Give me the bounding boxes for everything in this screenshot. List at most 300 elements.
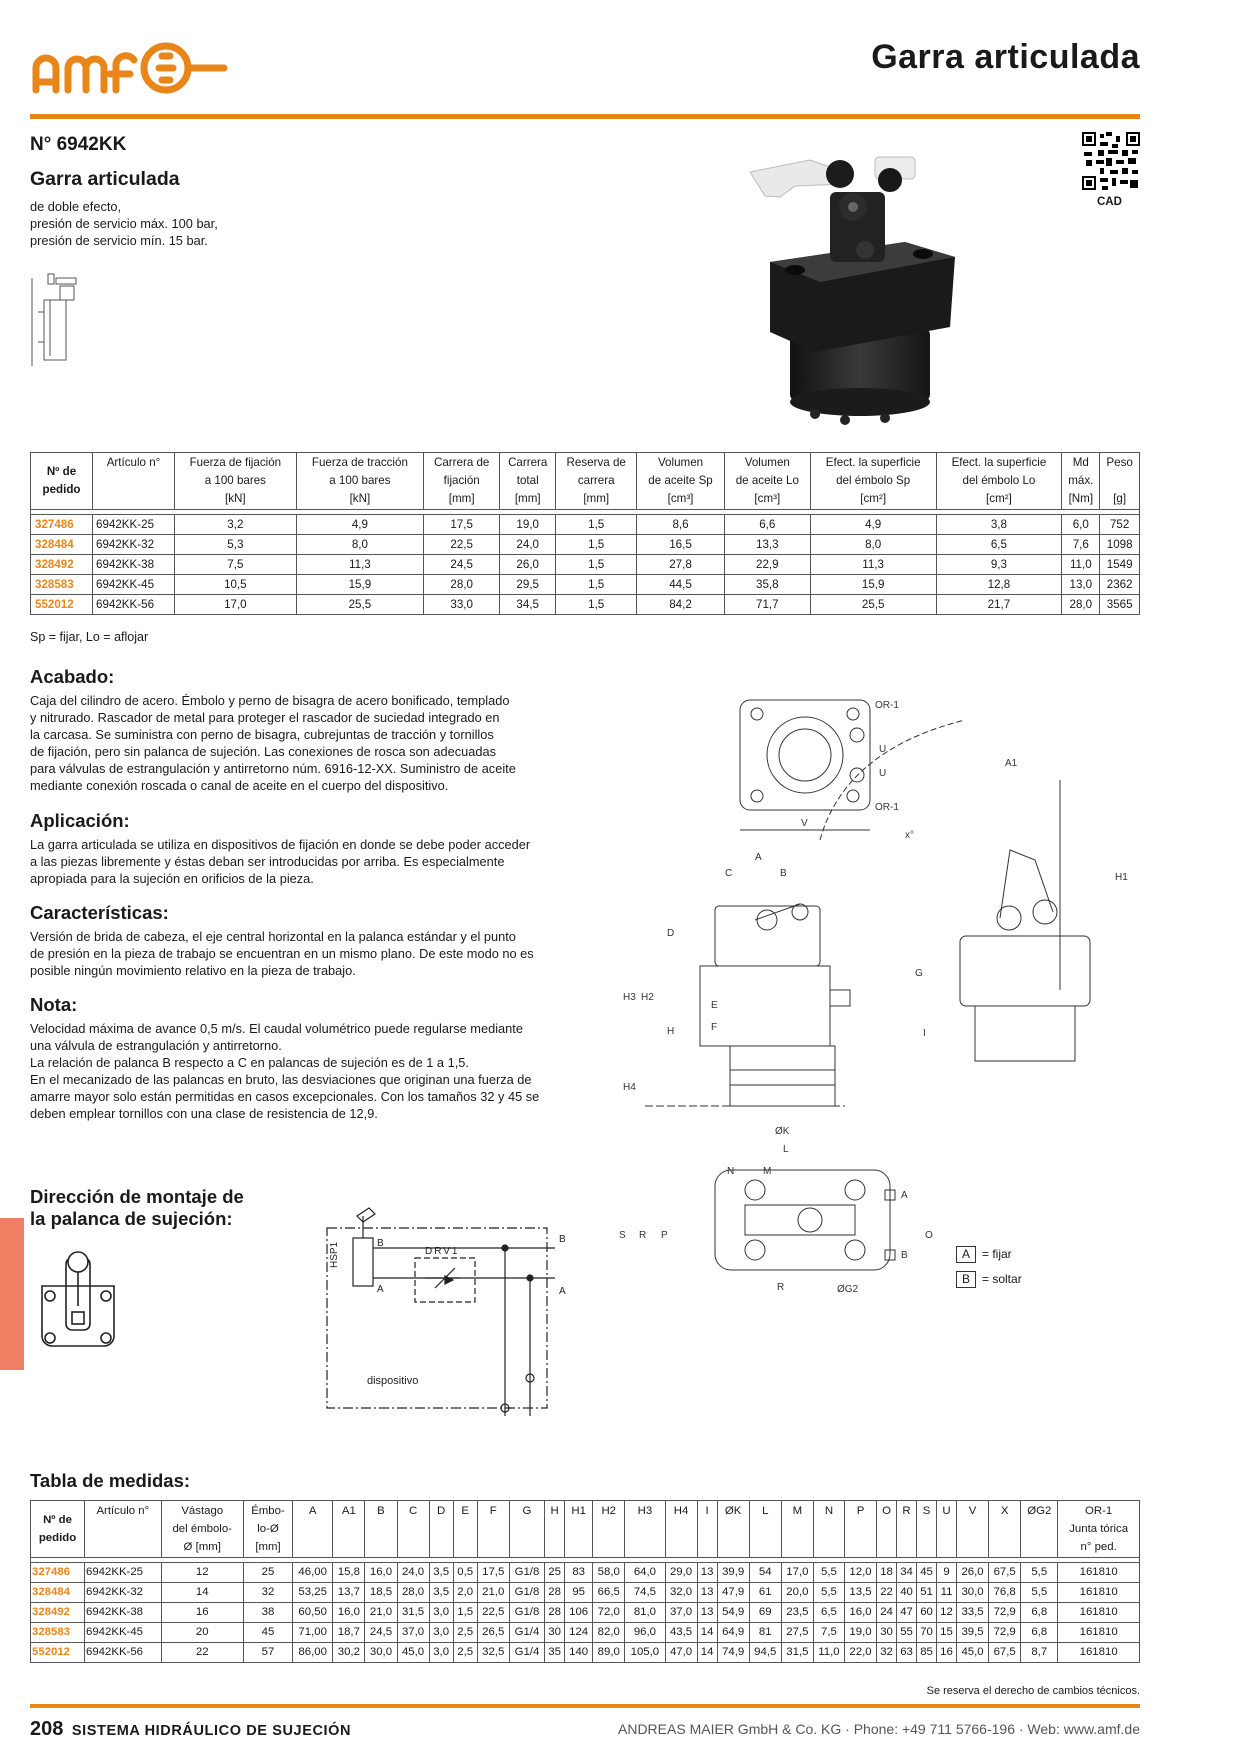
col-header: H3 xyxy=(625,1501,665,1558)
table-cell: 30,0 xyxy=(365,1643,397,1663)
table-cell: 6,5 xyxy=(936,535,1062,555)
col-header: Artículo n° xyxy=(93,453,175,510)
table-cell: 6,8 xyxy=(1021,1623,1058,1643)
table-cell: 14 xyxy=(697,1643,717,1663)
table-cell: 32,0 xyxy=(665,1583,697,1603)
table-cell: 13 xyxy=(697,1603,717,1623)
table-cell: 22,5 xyxy=(477,1603,509,1623)
table-cell: 76,8 xyxy=(989,1583,1021,1603)
table-cell: 34 xyxy=(897,1563,917,1583)
table-cell: 30 xyxy=(545,1623,565,1643)
table-cell: 105,0 xyxy=(625,1643,665,1663)
table-cell: 9 xyxy=(937,1563,957,1583)
table-cell: 16,0 xyxy=(365,1563,397,1583)
order-number[interactable]: 552012 xyxy=(31,595,93,615)
table-cell: 57 xyxy=(243,1643,292,1663)
table-cell: 67,5 xyxy=(989,1563,1021,1583)
article-number: 6942KK-32 xyxy=(85,1583,162,1603)
table-cell: 1,5 xyxy=(453,1603,477,1623)
table-cell: 161810 xyxy=(1058,1563,1140,1583)
table-cell: 7,6 xyxy=(1062,535,1100,555)
table-cell: 11,0 xyxy=(1062,555,1100,575)
table-cell: 60,50 xyxy=(293,1603,333,1623)
table-cell: 38 xyxy=(243,1603,292,1623)
table-cell: 28,0 xyxy=(424,575,500,595)
product-description xyxy=(30,198,218,249)
table-cell: 85 xyxy=(917,1643,937,1663)
qr-code-icon[interactable] xyxy=(1082,132,1140,190)
dim-label: C xyxy=(725,868,733,879)
description-line: de doble efecto, xyxy=(30,199,122,214)
spec-footnote: Sp = fijar, Lo = aflojar xyxy=(30,630,149,644)
table-cell: 21,0 xyxy=(477,1583,509,1603)
table-cell: 39,5 xyxy=(957,1623,989,1643)
table-cell: G1/4 xyxy=(509,1623,544,1643)
table-cell: 21,7 xyxy=(936,595,1062,615)
table-cell: G1/8 xyxy=(509,1563,544,1583)
dim-label: S xyxy=(619,1230,626,1241)
table-cell: 40 xyxy=(897,1583,917,1603)
table-cell: 32,5 xyxy=(477,1643,509,1663)
dim-label: V xyxy=(801,818,808,829)
spec-table-row xyxy=(31,515,1140,535)
table-cell: 72,0 xyxy=(593,1603,625,1623)
table-cell: 28 xyxy=(545,1603,565,1623)
footer-rule xyxy=(30,1704,1140,1708)
table-cell: 26,0 xyxy=(500,555,556,575)
table-cell: G1/8 xyxy=(509,1583,544,1603)
order-number[interactable]: 328484 xyxy=(31,1583,85,1603)
col-header: Vástago del émbolo- Ø [mm] xyxy=(161,1501,243,1558)
table-cell: 1549 xyxy=(1100,555,1140,575)
table-cell: 33,0 xyxy=(424,595,500,615)
col-header: M xyxy=(781,1501,813,1558)
table-cell: 94,5 xyxy=(749,1643,781,1663)
col-header: A1 xyxy=(333,1501,365,1558)
dim-label: OR-1 xyxy=(875,802,899,813)
col-header: F xyxy=(477,1501,509,1558)
dim-label: x° xyxy=(905,830,914,841)
col-header: Artículo n° xyxy=(85,1501,162,1558)
port-b-left: B xyxy=(377,1238,384,1249)
table-cell: 81 xyxy=(749,1623,781,1643)
order-number[interactable]: 328583 xyxy=(31,1623,85,1643)
order-number[interactable]: 328484 xyxy=(31,535,93,555)
table-cell: 45 xyxy=(243,1623,292,1643)
order-number[interactable]: 328492 xyxy=(31,555,93,575)
table-cell: 55 xyxy=(897,1623,917,1643)
table-cell: 9,3 xyxy=(936,555,1062,575)
table-cell: 64,0 xyxy=(625,1563,665,1583)
table-cell: 74,5 xyxy=(625,1583,665,1603)
table-cell: 752 xyxy=(1100,515,1140,535)
table-cell: 20,0 xyxy=(781,1583,813,1603)
table-cell: 69 xyxy=(749,1603,781,1623)
table-cell: 4,9 xyxy=(810,515,936,535)
section-text-nota: Velocidad máxima de avance 0,5 m/s. El caudal volumétrico puede regularse mediante una válvula de estrangulación y antirretorno. La relación de palanca B respecto a C en palancas de sujeción es de 1 a 1,5. En el mecanizado de las palancas en bruto, las desviaciones que originan una fuerza de amarre mayor solo están permitidas en casos excepcionales. Con los tamaños 32 y 45 se deben emplear tornillos con una clase de resistencia de 12,9. xyxy=(30,1021,540,1121)
table-cell: 16 xyxy=(161,1603,243,1623)
dim-label: OR-1 xyxy=(875,700,899,711)
table-cell: 26,5 xyxy=(477,1623,509,1643)
table-cell: 22,0 xyxy=(844,1643,876,1663)
table-cell: 18,7 xyxy=(333,1623,365,1643)
table-cell: 43,5 xyxy=(665,1623,697,1643)
table-cell: 28 xyxy=(545,1583,565,1603)
table-cell: 30 xyxy=(877,1623,897,1643)
table-cell: 46,00 xyxy=(293,1563,333,1583)
col-header: Nº de pedido xyxy=(31,453,93,510)
table-cell: 8,0 xyxy=(810,535,936,555)
col-header: R xyxy=(897,1501,917,1558)
table-cell: 3,0 xyxy=(429,1643,453,1663)
table-cell: 32 xyxy=(243,1583,292,1603)
article-number: 6942KK-38 xyxy=(93,555,175,575)
table-cell: 31,5 xyxy=(781,1643,813,1663)
col-header: OR-1 Junta tórica n° ped. xyxy=(1058,1501,1140,1558)
product-name: Garra articulada xyxy=(30,168,180,190)
table-cell: 35,8 xyxy=(724,575,810,595)
dim-label: E xyxy=(711,1000,718,1011)
section-text-acabado: Caja del cilindro de acero. Émbolo y perno de bisagra de acero bonificado, templado y nitrurado. Rascador de metal para proteger el rascador de suciedad integrado en la carcasa. Se suministra con perno de bisagra, cubrejuntas de tracción y tornillos de fijación, pero sin palanca de sujeción. Las conexiones de rosca son adecuadas para válvulas de estrangulación y antirretorno núm. 6916-12-XX. Suministro de aceite mediante conexión roscada o canal de aceite en el cuerpo del dispositivo. xyxy=(30,693,516,793)
col-header: H xyxy=(545,1501,565,1558)
dim-table-header xyxy=(31,1501,1140,1558)
table-cell: 3,8 xyxy=(936,515,1062,535)
table-cell: 12 xyxy=(937,1603,957,1623)
table-cell: 64,9 xyxy=(717,1623,749,1643)
table-cell: 2362 xyxy=(1100,575,1140,595)
table-cell: 72,9 xyxy=(989,1623,1021,1643)
table-cell: 106 xyxy=(565,1603,593,1623)
dim-table-row xyxy=(31,1623,1140,1643)
col-header: Émbo- lo-Ø [mm] xyxy=(243,1501,292,1558)
order-number[interactable]: 328583 xyxy=(31,575,93,595)
table-cell: 28,0 xyxy=(1062,595,1100,615)
table-cell: 11,0 xyxy=(813,1643,844,1663)
col-header: Peso [g] xyxy=(1100,453,1140,510)
dim-table-row xyxy=(31,1643,1140,1663)
col-header: Md máx. [Nm] xyxy=(1062,453,1100,510)
dim-table xyxy=(30,1500,1140,1663)
col-header: I xyxy=(697,1501,717,1558)
table-cell: 47,0 xyxy=(665,1643,697,1663)
spec-table-row xyxy=(31,575,1140,595)
table-cell: 5,5 xyxy=(813,1563,844,1583)
col-header: Fuerza de fijación a 100 bares [kN] xyxy=(175,453,297,510)
table-cell: 10,5 xyxy=(175,575,297,595)
port-b-right: B xyxy=(559,1234,566,1245)
table-cell: G1/4 xyxy=(509,1643,544,1663)
dim-label: M xyxy=(763,1166,772,1177)
table-cell: 24,0 xyxy=(397,1563,429,1583)
table-cell: 47,9 xyxy=(717,1583,749,1603)
dim-label: ØK xyxy=(775,1126,790,1137)
col-header: Carrera total [mm] xyxy=(500,453,556,510)
table-cell: 19,0 xyxy=(500,515,556,535)
table-cell: 33,5 xyxy=(957,1603,989,1623)
table-cell: 54 xyxy=(749,1563,781,1583)
order-number[interactable]: 552012 xyxy=(31,1643,85,1663)
table-cell: 30,2 xyxy=(333,1643,365,1663)
page-title: Garra articulada xyxy=(871,38,1140,76)
table-cell: G1/8 xyxy=(509,1603,544,1623)
col-header: H2 xyxy=(593,1501,625,1558)
table-cell: 74,9 xyxy=(717,1643,749,1663)
article-number: 6942KK-25 xyxy=(85,1563,162,1583)
table-cell: 2,0 xyxy=(453,1583,477,1603)
table-cell: 15 xyxy=(937,1623,957,1643)
table-cell: 15,9 xyxy=(810,575,936,595)
table-cell: 26,0 xyxy=(957,1563,989,1583)
col-header: N xyxy=(813,1501,844,1558)
table-cell: 35 xyxy=(545,1643,565,1663)
spec-table xyxy=(30,452,1140,615)
dim-label: H xyxy=(667,1026,675,1037)
col-header: Volumen de aceite Sp [cm³] xyxy=(637,453,725,510)
table-cell: 27,5 xyxy=(781,1623,813,1643)
table-cell: 11,3 xyxy=(810,555,936,575)
table-cell: 96,0 xyxy=(625,1623,665,1643)
dim-label: B xyxy=(780,868,787,879)
table-cell: 1,5 xyxy=(556,595,637,615)
col-header: B xyxy=(365,1501,397,1558)
col-header: G xyxy=(509,1501,544,1558)
table-cell: 54,9 xyxy=(717,1603,749,1623)
table-cell: 7,5 xyxy=(175,555,297,575)
col-header: A xyxy=(293,1501,333,1558)
table-cell: 25 xyxy=(243,1563,292,1583)
article-number: 6942KK-45 xyxy=(85,1623,162,1643)
table-cell: 2,5 xyxy=(453,1643,477,1663)
dim-label: R xyxy=(639,1230,647,1241)
cad-label: CAD xyxy=(1097,196,1122,208)
table-cell: 53,25 xyxy=(293,1583,333,1603)
table-cell: 86,00 xyxy=(293,1643,333,1663)
table-cell: 15,8 xyxy=(333,1563,365,1583)
table-cell: 18 xyxy=(877,1563,897,1583)
description-line: presión de servicio máx. 100 bar, xyxy=(30,216,218,231)
table-cell: 13,3 xyxy=(724,535,810,555)
table-cell: 11,3 xyxy=(296,555,423,575)
table-cell: 25,5 xyxy=(296,595,423,615)
table-cell: 161810 xyxy=(1058,1643,1140,1663)
hsp-label: HSP1 xyxy=(329,1241,340,1268)
section-title-caracteristicas: Características: xyxy=(30,902,169,923)
spec-table-row xyxy=(31,555,1140,575)
table-cell: 161810 xyxy=(1058,1623,1140,1643)
dim-label: G xyxy=(915,968,923,979)
table-cell: 23,5 xyxy=(781,1603,813,1623)
col-header: Efect. la superficie del émbolo Lo [cm²] xyxy=(936,453,1062,510)
port-a-left: A xyxy=(377,1284,384,1295)
rights-note: Se reserva el derecho de cambios técnicos. xyxy=(926,1685,1140,1697)
drv-label: DRV1 xyxy=(425,1246,460,1257)
page-number: 208 xyxy=(30,1718,64,1740)
table-cell: 29,5 xyxy=(500,575,556,595)
dim-label: H4 xyxy=(623,1082,636,1093)
table-cell: 21,0 xyxy=(365,1603,397,1623)
table-cell: 18,5 xyxy=(365,1583,397,1603)
col-header: S xyxy=(917,1501,937,1558)
mounting-direction-diagram xyxy=(36,1246,120,1364)
section-title-montaje: Dirección de montaje de la palanca de sujeción: xyxy=(30,1186,244,1229)
dim-label: H1 xyxy=(1115,872,1128,883)
spec-table-header xyxy=(31,453,1140,510)
table-cell: 6,0 xyxy=(1062,515,1100,535)
order-number[interactable]: 327486 xyxy=(31,515,93,535)
dim-label: N xyxy=(727,1166,735,1177)
col-header: X xyxy=(989,1501,1021,1558)
table-cell: 3565 xyxy=(1100,595,1140,615)
table-cell: 13 xyxy=(697,1583,717,1603)
table-cell: 45,0 xyxy=(397,1643,429,1663)
dim-label: L xyxy=(783,1144,789,1155)
table-cell: 6,5 xyxy=(813,1603,844,1623)
dim-table-row xyxy=(31,1583,1140,1603)
legend-item: A = fijar xyxy=(956,1246,1022,1263)
device-label: dispositivo xyxy=(367,1375,419,1387)
table-cell: 82,0 xyxy=(593,1623,625,1643)
col-header: C xyxy=(397,1501,429,1558)
table-cell: 13 xyxy=(697,1563,717,1583)
table-cell: 1,5 xyxy=(556,515,637,535)
table-cell: 47 xyxy=(897,1603,917,1623)
table-cell: 22,5 xyxy=(424,535,500,555)
table-cell: 4,9 xyxy=(296,515,423,535)
table-cell: 72,9 xyxy=(989,1603,1021,1623)
table-cell: 81,0 xyxy=(625,1603,665,1623)
order-number[interactable]: 328492 xyxy=(31,1603,85,1623)
clamp-symbol-icon xyxy=(30,272,80,368)
table-cell: 29,0 xyxy=(665,1563,697,1583)
footer-section: SISTEMA HIDRÁULICO DE SUJECIÓN xyxy=(71,1723,352,1739)
table-cell: 5,5 xyxy=(813,1583,844,1603)
article-number: 6942KK-56 xyxy=(85,1643,162,1663)
table-cell: 124 xyxy=(565,1623,593,1643)
section-text-caracteristicas: Versión de brida de cabeza, el eje central horizontal en la palanca estándar y el punto de presión en la pieza de trabajo se encuentran en un mismo plano. De este modo no es posible ningún movimiento relativo en la pieza de trabajo. xyxy=(30,929,534,978)
col-header: H4 xyxy=(665,1501,697,1558)
table-cell: 66,5 xyxy=(593,1583,625,1603)
table-cell: 95 xyxy=(565,1583,593,1603)
section-title-medidas: Tabla de medidas: xyxy=(30,1470,191,1491)
dim-table-row xyxy=(31,1603,1140,1623)
table-cell: 8,7 xyxy=(1021,1643,1058,1663)
col-header: U xyxy=(937,1501,957,1558)
table-cell: 3,5 xyxy=(429,1563,453,1583)
table-cell: 60 xyxy=(917,1603,937,1623)
product-number: N° 6942KK xyxy=(30,134,127,155)
table-cell: 161810 xyxy=(1058,1603,1140,1623)
dim-label: U xyxy=(879,744,887,755)
table-cell: 61 xyxy=(749,1583,781,1603)
header-rule xyxy=(30,114,1140,119)
table-cell: 30,0 xyxy=(957,1583,989,1603)
table-cell: 89,0 xyxy=(593,1643,625,1663)
article-number: 6942KK-45 xyxy=(93,575,175,595)
table-cell: 58,0 xyxy=(593,1563,625,1583)
description-line: presión de servicio mín. 15 bar. xyxy=(30,233,208,248)
table-cell: 39,9 xyxy=(717,1563,749,1583)
dim-label: D xyxy=(667,928,675,939)
table-cell: 3,2 xyxy=(175,515,297,535)
table-cell: 45,0 xyxy=(957,1643,989,1663)
col-header: E xyxy=(453,1501,477,1558)
port-a-label: A xyxy=(901,1190,908,1201)
table-cell: 14 xyxy=(697,1623,717,1643)
article-number: 6942KK-56 xyxy=(93,595,175,615)
dim-label: F xyxy=(711,1022,718,1033)
table-cell: 24,5 xyxy=(365,1623,397,1643)
col-header: Carrera de fijación [mm] xyxy=(424,453,500,510)
table-cell: 12 xyxy=(161,1563,243,1583)
table-cell: 12,8 xyxy=(936,575,1062,595)
table-cell: 16 xyxy=(937,1643,957,1663)
order-number[interactable]: 327486 xyxy=(31,1563,85,1583)
table-cell: 15,9 xyxy=(296,575,423,595)
table-cell: 161810 xyxy=(1058,1583,1140,1603)
table-cell: 84,2 xyxy=(637,595,725,615)
table-cell: 12,0 xyxy=(844,1563,876,1583)
table-cell: 3,5 xyxy=(429,1583,453,1603)
table-cell: 24 xyxy=(877,1603,897,1623)
table-cell: 7,5 xyxy=(813,1623,844,1643)
section-title-aplicacion: Aplicación: xyxy=(30,810,130,831)
footer-left xyxy=(30,1718,351,1741)
col-header: L xyxy=(749,1501,781,1558)
article-number: 6942KK-32 xyxy=(93,535,175,555)
table-cell: 17,5 xyxy=(477,1563,509,1583)
table-cell: 17,0 xyxy=(175,595,297,615)
table-cell: 8,6 xyxy=(637,515,725,535)
table-cell: 5,3 xyxy=(175,535,297,555)
dim-label: ØG2 xyxy=(837,1284,859,1295)
table-cell: 71,00 xyxy=(293,1623,333,1643)
col-header: V xyxy=(957,1501,989,1558)
article-number: 6942KK-25 xyxy=(93,515,175,535)
col-header: O xyxy=(877,1501,897,1558)
table-cell: 34,5 xyxy=(500,595,556,615)
dim-label: A1 xyxy=(1005,758,1018,769)
table-cell: 22,9 xyxy=(724,555,810,575)
table-cell: 37,0 xyxy=(397,1623,429,1643)
table-cell: 70 xyxy=(917,1623,937,1643)
table-cell: 3,0 xyxy=(429,1603,453,1623)
dim-label: U xyxy=(879,768,887,779)
table-cell: 28,0 xyxy=(397,1583,429,1603)
table-cell: 16,0 xyxy=(844,1603,876,1623)
table-cell: 1,5 xyxy=(556,555,637,575)
table-cell: 25,5 xyxy=(810,595,936,615)
col-header: D xyxy=(429,1501,453,1558)
dim-table-row xyxy=(31,1563,1140,1583)
spec-table-row xyxy=(31,535,1140,555)
table-cell: 2,5 xyxy=(453,1623,477,1643)
footer-company: ANDREAS MAIER GmbH & Co. KG · Phone: +49 711 5766-196 · Web: www.amf.de xyxy=(618,1721,1140,1737)
port-a-right: A xyxy=(559,1286,566,1297)
amf-logo xyxy=(30,38,230,98)
hydraulic-schematic xyxy=(325,1198,605,1420)
dim-label: I xyxy=(923,1028,926,1039)
col-header: Reserva de carrera [mm] xyxy=(556,453,637,510)
col-header: ØK xyxy=(717,1501,749,1558)
table-cell: 17,5 xyxy=(424,515,500,535)
legend xyxy=(956,1246,1022,1288)
table-cell: 25 xyxy=(545,1563,565,1583)
table-cell: 5,5 xyxy=(1021,1563,1058,1583)
table-cell: 24,5 xyxy=(424,555,500,575)
table-cell: 37,0 xyxy=(665,1603,697,1623)
col-header: H1 xyxy=(565,1501,593,1558)
table-cell: 16,5 xyxy=(637,535,725,555)
